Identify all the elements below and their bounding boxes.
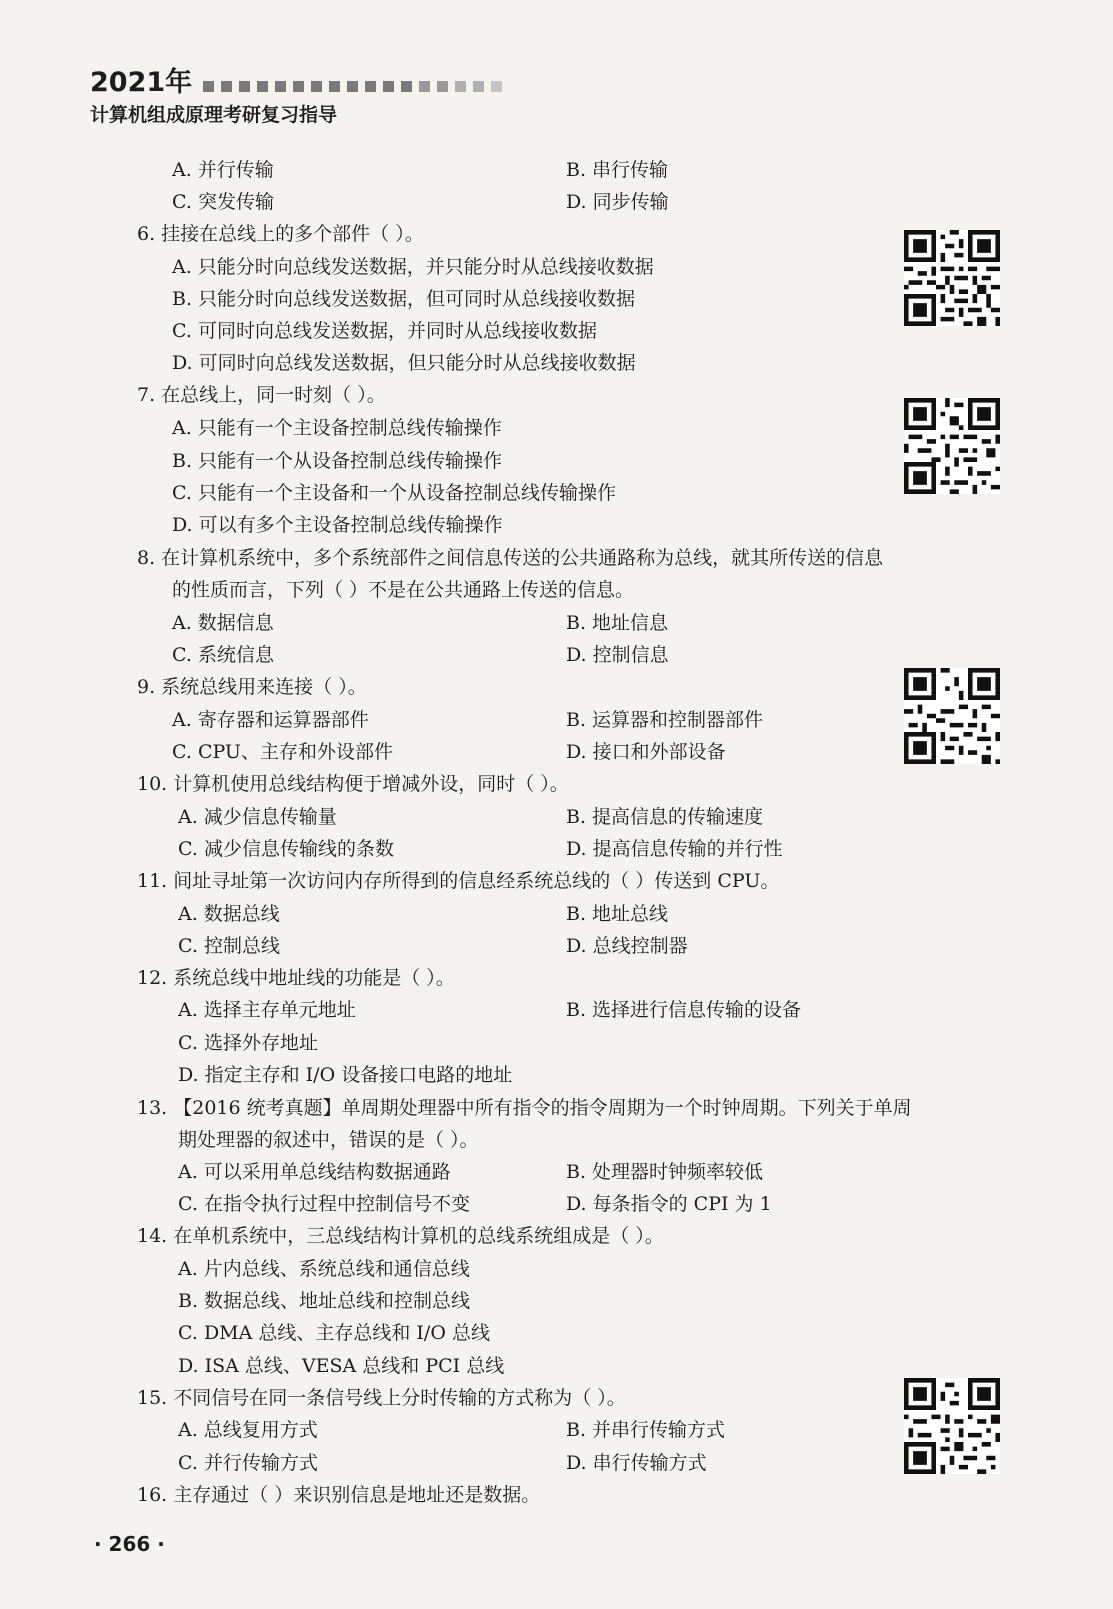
q7-option-d: D. 可以有多个主设备控制总线传输操作: [172, 514, 503, 536]
q6-option-c: C. 可同时向总线发送数据，并同时从总线接收数据: [172, 320, 597, 342]
q9-option-c: C. CPU、主存和外设部件: [172, 741, 393, 763]
q14-stem: 14. 在单机系统中，三总线结构计算机的总线系统组成是（ ）。: [137, 1225, 664, 1247]
qr-code-icon: [904, 398, 1000, 494]
q11-option-b: B. 地址总线: [566, 903, 669, 925]
q12-option-a: A. 选择主存单元地址: [178, 999, 356, 1021]
q8-option-a: A. 数据信息: [172, 612, 274, 634]
q5-option-d: D. 同步传输: [566, 191, 669, 213]
q12-stem: 12. 系统总线中地址线的功能是（ ）。: [137, 967, 455, 989]
q11-stem: 11. 间址寻址第一次访问内存所得到的信息经系统总线的（ ）传送到 CPU。: [137, 870, 780, 892]
q9-stem: 9. 系统总线用来连接（ ）。: [137, 676, 367, 698]
q8-option-d: D. 控制信息: [566, 644, 669, 666]
q10-option-d: D. 提高信息传输的并行性: [566, 838, 783, 860]
q9-option-b: B. 运算器和控制器部件: [566, 709, 764, 731]
q5-option-a: A. 并行传输: [172, 159, 274, 181]
q6-option-b: B. 只能分时向总线发送数据，但可同时从总线接收数据: [172, 288, 636, 310]
q7-option-c: C. 只能有一个主设备和一个从设备控制总线传输操作: [172, 482, 616, 504]
q15-option-c: C. 并行传输方式: [178, 1452, 318, 1474]
q9-option-a: A. 寄存器和运算器部件: [172, 709, 369, 731]
q10-option-c: C. 减少信息传输线的条数: [178, 838, 394, 860]
q5-option-c: C. 突发传输: [172, 191, 274, 213]
q6-option-a: A. 只能分时向总线发送数据，并只能分时从总线接收数据: [172, 256, 654, 278]
q6-stem: 6. 挂接在总线上的多个部件（ ）。: [137, 223, 424, 245]
q14-option-b: B. 数据总线、地址总线和控制总线: [178, 1290, 471, 1312]
q7-option-a: A. 只能有一个主设备控制总线传输操作: [172, 417, 502, 439]
q12-option-d: D. 指定主存和 I/O 设备接口电路的地址: [178, 1064, 513, 1086]
q12-option-b: B. 选择进行信息传输的设备: [566, 999, 802, 1021]
page-number: · 266 ·: [94, 1532, 165, 1556]
qr-code-icon: [904, 1378, 1000, 1474]
q10-option-b: B. 提高信息的传输速度: [566, 806, 764, 828]
q15-option-d: D. 串行传输方式: [566, 1452, 707, 1474]
q7-option-b: B. 只能有一个从设备控制总线传输操作: [172, 450, 503, 472]
q7-stem: 7. 在总线上，同一时刻（ ）。: [137, 384, 386, 406]
q13-option-c: C. 在指令执行过程中控制信号不变: [178, 1193, 470, 1215]
q9-option-d: D. 接口和外部设备: [566, 741, 726, 763]
page-header: [90, 68, 509, 127]
q11-option-d: D. 总线控制器: [566, 935, 688, 957]
q14-option-c: C. DMA 总线、主存总线和 I/O 总线: [178, 1322, 490, 1344]
q13-option-d: D. 每条指令的 CPI 为 1: [566, 1193, 772, 1215]
q11-option-c: C. 控制总线: [178, 935, 280, 957]
q14-option-d: D. ISA 总线、VESA 总线和 PCI 总线: [178, 1355, 505, 1377]
q15-option-b: B. 并串行传输方式: [566, 1419, 726, 1441]
q5-option-b: B. 串行传输: [566, 159, 669, 181]
q16-stem: 16. 主存通过（ ）来识别信息是地址还是数据。: [137, 1484, 541, 1506]
q15-option-a: A. 总线复用方式: [178, 1419, 318, 1441]
q8-stem-line2: 的性质而言，下列（ ）不是在公共通路上传送的信息。: [172, 579, 635, 601]
q10-option-a: A. 减少信息传输量: [178, 806, 337, 828]
header-year: 2021年: [90, 67, 193, 98]
q8-option-c: C. 系统信息: [172, 644, 274, 666]
q8-stem-line1: 8. 在计算机系统中，多个系统部件之间信息传送的公共通路称为总线，就其所传送的信息: [137, 547, 884, 569]
header-decoration: [203, 77, 509, 96]
q10-stem: 10. 计算机使用总线结构便于增减外设，同时（ ）。: [137, 773, 569, 795]
q13-option-b: B. 处理器时钟频率较低: [566, 1161, 764, 1183]
q6-option-d: D. 可同时向总线发送数据，但只能分时从总线接收数据: [172, 352, 636, 374]
header-title: 计算机组成原理考研复习指导: [90, 104, 338, 126]
q14-option-a: A. 片内总线、系统总线和通信总线: [178, 1258, 470, 1280]
q15-stem: 15. 不同信号在同一条信号线上分时传输的方式称为（ ）。: [137, 1387, 626, 1409]
qr-code-icon: [904, 230, 1000, 326]
q8-option-b: B. 地址信息: [566, 612, 669, 634]
q13-stem-line1: 13. 【2016 统考真题】单周期处理器中所有指令的指令周期为一个时钟周期。下列关于单周: [137, 1097, 912, 1119]
q11-option-a: A. 数据总线: [178, 903, 280, 925]
q13-option-a: A. 可以采用单总线结构数据通路: [178, 1161, 451, 1183]
q12-option-c: C. 选择外存地址: [178, 1032, 318, 1054]
qr-code-icon: [904, 668, 1000, 764]
q13-stem-line2: 期处理器的叙述中，错误的是（ ）。: [178, 1129, 479, 1151]
